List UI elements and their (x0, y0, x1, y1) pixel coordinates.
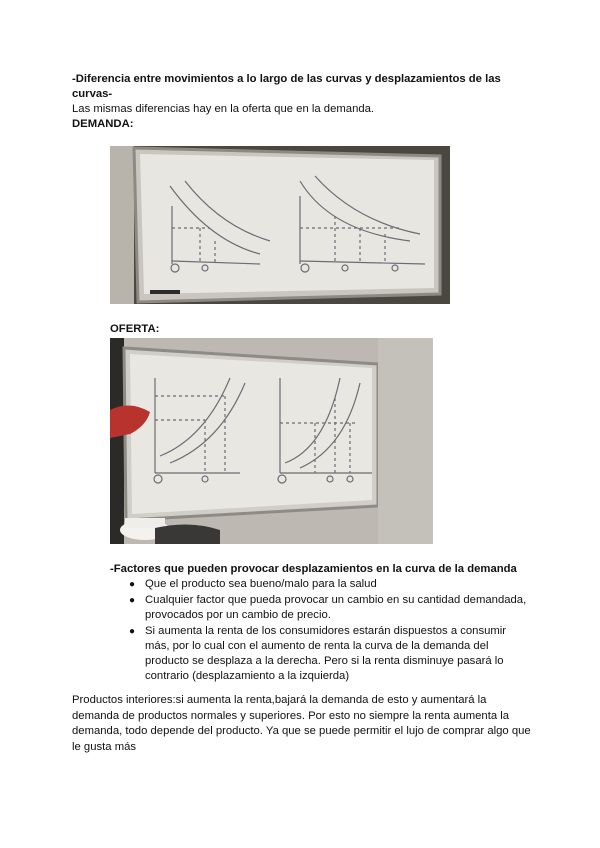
list-item-text: Cualquier factor que pueda provocar un cambio en su cantidad demandada, provocados por un cambio de precio. (145, 594, 527, 621)
intro-text: Las mismas diferencias hay en la oferta que en la demanda. (72, 103, 375, 115)
bullet-icon: ● (129, 579, 136, 590)
bullet-icon: ● (129, 626, 136, 637)
demanda-whiteboard-photo (110, 146, 450, 304)
list-item (127, 624, 527, 684)
oferta-label: OFERTA: (110, 323, 160, 335)
section-heading-line1: -Diferencia entre movimientos a lo largo de las curvas y desplazamientos de las (72, 73, 501, 85)
list-item-text: Si aumenta la renta de los consumidores estarán dispuestos a consumir más, por lo cual con el aumento de renta la curva de la demanda del producto se desplaza a la derecha. Pero si la renta disminuye pasará lo contrario (desplazamiento a la izquierda) (145, 625, 507, 682)
demanda-label: DEMANDA: (72, 118, 134, 130)
bullet-icon: ● (129, 595, 136, 606)
whiteboard-drawing (110, 146, 450, 304)
list-item (127, 593, 527, 623)
factores-heading: -Factores que pueden provocar desplazamientos en la curva de la demanda (110, 563, 517, 575)
factores-bullet-list (127, 577, 527, 685)
section-heading-line2: curvas- (72, 88, 113, 100)
list-item-text: Que el producto sea bueno/malo para la salud (145, 578, 377, 590)
oferta-whiteboard-photo (110, 338, 433, 544)
whiteboard-drawing (110, 338, 433, 544)
productos-paragraph: Productos interiores:si aumenta la renta,bajará la demanda de esto y aumentará la demanda de productos normales y superiores. Por esto no siempre la renta aumenta la demanda, todo depende del producto. Ya que se puede permitir el lujo de comprar algo que le gusta más (72, 694, 531, 753)
list-item (127, 577, 527, 592)
